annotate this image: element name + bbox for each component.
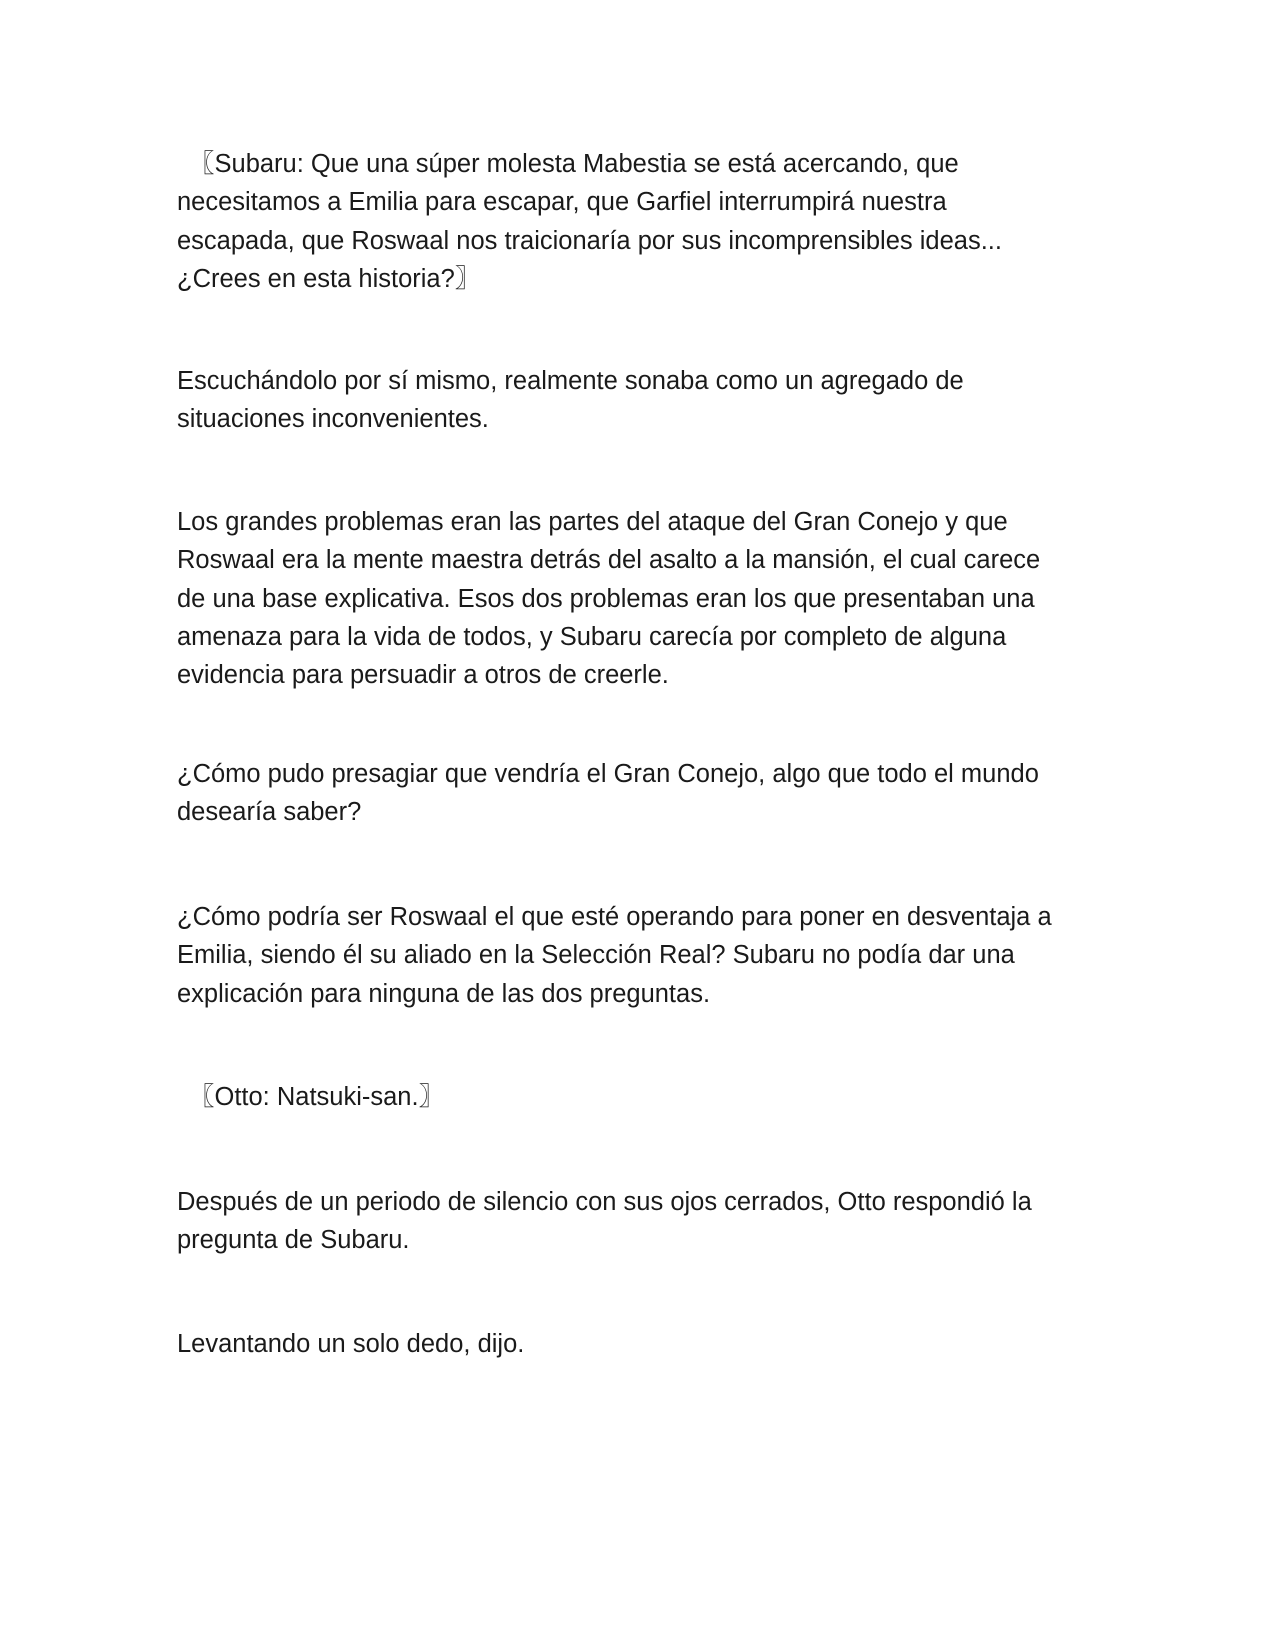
text-line: explicación para ninguna de las dos preguntas. bbox=[177, 979, 711, 1008]
paragraph bbox=[177, 755, 1097, 832]
text-line: 〖Subaru: Que una súper molesta Mabestia se está acercando, que bbox=[189, 150, 959, 178]
text-line: 〖Otto: Natsuki-san.〗 bbox=[189, 1083, 445, 1111]
paragraph bbox=[177, 362, 1097, 439]
text-line: desearía saber? bbox=[177, 798, 362, 827]
text-line: Levantando un solo dedo, dijo. bbox=[177, 1330, 525, 1358]
text-line: escapada, que Roswaal nos traicionaría por sus incomprensibles ideas... bbox=[177, 226, 1002, 255]
paragraph bbox=[177, 1183, 1097, 1260]
text-line: Los grandes problemas eran las partes del ataque del Gran Conejo y que bbox=[177, 508, 1008, 536]
text-line: ¿Cómo pudo presagiar que vendría el Gran Conejo, algo que todo el mundo bbox=[177, 760, 1039, 788]
text-line: pregunta de Subaru. bbox=[177, 1226, 410, 1255]
text-line: Emilia, siendo él su aliado en la Selección Real? Subaru no podía dar una bbox=[177, 941, 1015, 970]
text-line: Roswaal era la mente maestra detrás del asalto a la mansión, el cual carece bbox=[177, 546, 1041, 575]
dialogue-otto bbox=[177, 1078, 1109, 1116]
paragraph bbox=[177, 503, 1097, 694]
text-line: necesitamos a Emilia para escapar, que Garfiel interrumpirá nuestra bbox=[177, 188, 947, 217]
text-line: amenaza para la vida de todos, y Subaru carecía por completo de alguna bbox=[177, 622, 1007, 651]
text-line: Escuchándolo por sí mismo, realmente sonaba como un agregado de bbox=[177, 367, 964, 395]
text-line: ¿Cómo podría ser Roswaal el que esté operando para poner en desventaja a bbox=[177, 903, 1052, 931]
text-line: ¿Crees en esta historia?〗 bbox=[177, 264, 481, 293]
text-line: evidencia para persuadir a otros de creerle. bbox=[177, 661, 669, 690]
text-line: situaciones inconvenientes. bbox=[177, 405, 489, 434]
paragraph bbox=[177, 898, 1097, 1013]
text-line: Después de un periodo de silencio con sus ojos cerrados, Otto respondió la bbox=[177, 1188, 1032, 1216]
text-line: de una base explicativa. Esos dos problemas eran los que presentaban una bbox=[177, 584, 1035, 613]
paragraph bbox=[177, 1325, 1097, 1363]
dialogue-subaru bbox=[177, 145, 1109, 298]
